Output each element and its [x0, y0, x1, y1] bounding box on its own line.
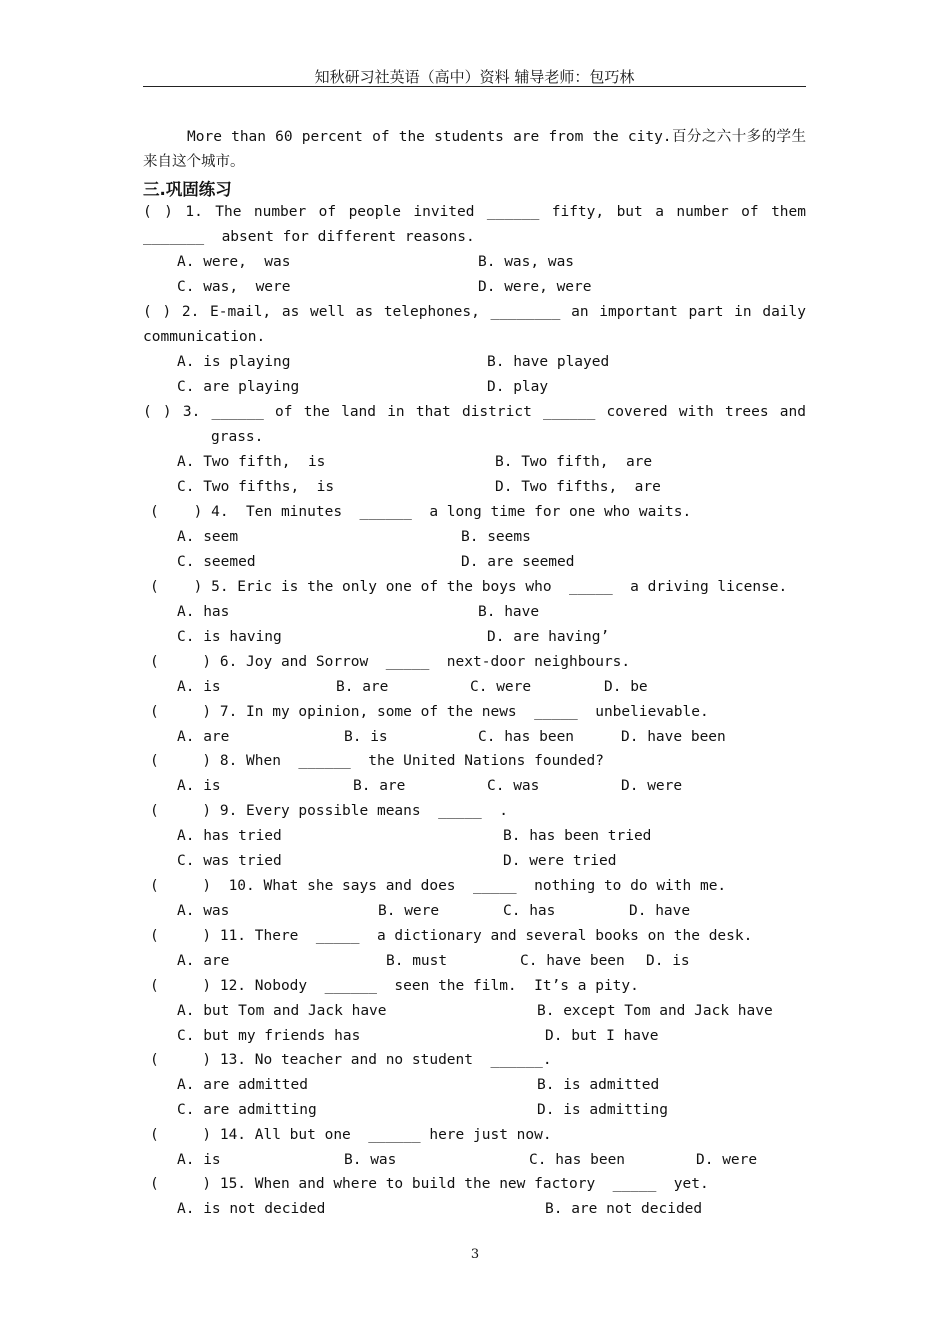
intro-line-1: More than 60 percent of the students are from the city.百分之六十多的学生: [187, 129, 806, 145]
q13-option-c: C. are admitting: [177, 1102, 317, 1118]
section-title: 三.巩固练习: [143, 180, 232, 199]
intro-line-2: 来自这个城市。: [143, 154, 245, 170]
q12-option-a: A. but Tom and Jack have: [177, 1003, 387, 1019]
question-15-stem: ( ) 15. When and where to build the new factory _____ yet.: [150, 1176, 709, 1192]
q6-option-a: A. is: [177, 679, 221, 695]
q8-option-a: A. is: [177, 778, 221, 794]
q11-option-c: C. have been: [520, 953, 625, 969]
q6-option-d: D. be: [604, 679, 648, 695]
q7-option-a: A. are: [177, 729, 230, 745]
q5-option-a: A. has: [177, 604, 230, 620]
question-3-stem-cont: grass.: [211, 429, 264, 445]
q2-option-a: A. is playing: [177, 354, 291, 370]
q13-option-d: D. is admitting: [537, 1102, 668, 1118]
q2-option-d: D. play: [487, 379, 549, 395]
question-12-stem: ( ) 12. Nobody ______ seen the film. It’s a pity.: [150, 978, 639, 994]
q8-option-d: D. were: [621, 778, 683, 794]
question-7-stem: ( ) 7. In my opinion, some of the news _____ unbelievable.: [150, 704, 709, 720]
q2-option-c: C. are playing: [177, 379, 300, 395]
q10-option-a: A. was: [177, 903, 230, 919]
q14-option-d: D. were: [696, 1152, 758, 1168]
q4-option-c: C. seemed: [177, 554, 256, 570]
question-3-stem: ( ) 3. ______ of the land in that district ______ covered with trees and: [143, 404, 806, 420]
q6-option-b: B. are: [336, 679, 389, 695]
q12-option-d: D. but I have: [545, 1028, 659, 1044]
q7-option-d: D. have been: [621, 729, 726, 745]
q5-option-c: C. is having: [177, 629, 282, 645]
q4-option-b: B. seems: [461, 529, 531, 545]
q3-option-a: A. Two fifth, is: [177, 454, 326, 470]
q14-option-c: C. has been: [529, 1152, 626, 1168]
q11-option-d: D. is: [646, 953, 690, 969]
q14-option-b: B. was: [344, 1152, 397, 1168]
q7-option-b: B. is: [344, 729, 388, 745]
question-6-stem: ( ) 6. Joy and Sorrow _____ next-door neighbours.: [150, 654, 631, 670]
q3-option-b: B. Two fifth, are: [495, 454, 653, 470]
question-2-stem: ( ) 2. E-mail, as well as telephones, ________ an important part in daily: [143, 304, 806, 320]
q12-option-c: C. but my friends has: [177, 1028, 361, 1044]
q5-option-b: B. have: [478, 604, 540, 620]
q9-option-b: B. has been tried: [503, 828, 652, 844]
q8-option-b: B. are: [353, 778, 406, 794]
q12-option-b: B. except Tom and Jack have: [537, 1003, 773, 1019]
q4-option-a: A. seem: [177, 529, 239, 545]
question-1-stem-cont: _______ absent for different reasons.: [143, 229, 475, 245]
q9-option-d: D. were tried: [503, 853, 617, 869]
page-number: 3: [470, 1247, 480, 1262]
q2-option-b: B. have played: [487, 354, 610, 370]
page-header: 知秋研习社英语（高中）资料 辅导老师：包巧林: [314, 68, 635, 86]
q13-option-b: B. is admitted: [537, 1077, 660, 1093]
q10-option-c: C. has: [503, 903, 556, 919]
q3-option-c: C. Two fifths, is: [177, 479, 335, 495]
q14-option-a: A. is: [177, 1152, 221, 1168]
question-4-stem: ( ) 4. Ten minutes ______ a long time for one who waits.: [150, 504, 692, 520]
q13-option-a: A. are admitted: [177, 1077, 308, 1093]
q5-option-d: D. are having’: [487, 629, 610, 645]
q11-option-b: B. must: [386, 953, 448, 969]
q1-option-d: D. were, were: [478, 279, 592, 295]
q9-option-a: A. has tried: [177, 828, 282, 844]
q4-option-d: D. are seemed: [461, 554, 575, 570]
question-9-stem: ( ) 9. Every possible means _____ .: [150, 803, 508, 819]
q10-option-b: B. were: [378, 903, 440, 919]
question-1-stem: ( ) 1. The number of people invited ______ fifty, but a number of them: [143, 204, 806, 220]
question-2-stem-cont: communication.: [143, 329, 266, 345]
question-11-stem: ( ) 11. There _____ a dictionary and several books on the desk.: [150, 928, 753, 944]
q6-option-c: C. were: [470, 679, 532, 695]
header-rule: [143, 86, 806, 87]
q3-option-d: D. Two fifths, are: [495, 479, 661, 495]
q10-option-d: D. have: [629, 903, 691, 919]
question-14-stem: ( ) 14. All but one ______ here just now.: [150, 1127, 552, 1143]
question-13-stem: ( ) 13. No teacher and no student ______.: [150, 1052, 552, 1068]
question-5-stem: ( ) 5. Eric is the only one of the boys who _____ a driving license.: [150, 579, 788, 595]
q7-option-c: C. has been: [478, 729, 575, 745]
q11-option-a: A. are: [177, 953, 230, 969]
q8-option-c: C. was: [487, 778, 540, 794]
question-8-stem: ( ) 8. When ______ the United Nations founded?: [150, 753, 604, 769]
q15-option-b: B. are not decided: [545, 1201, 703, 1217]
q1-option-c: C. was, were: [177, 279, 291, 295]
q1-option-b: B. was, was: [478, 254, 575, 270]
q15-option-a: A. is not decided: [177, 1201, 326, 1217]
q1-option-a: A. were, was: [177, 254, 291, 270]
q9-option-c: C. was tried: [177, 853, 282, 869]
question-10-stem: ( ) 10. What she says and does _____ nothing to do with me.: [150, 878, 727, 894]
